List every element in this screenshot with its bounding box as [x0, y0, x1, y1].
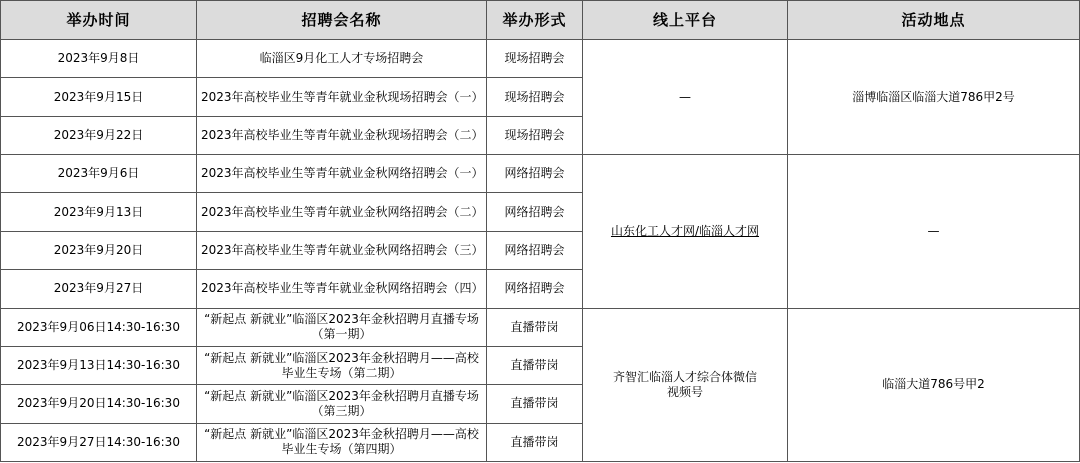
- cell-name: “新起点 新就业”临淄区2023年金秋招聘月直播专场（第三期）: [197, 385, 487, 423]
- cell-name: 2023年高校毕业生等青年就业金秋网络招聘会（一）: [197, 155, 487, 193]
- cell-platform-live: 齐智汇临淄人才综合体微信视频号: [583, 308, 788, 461]
- header-row: [1, 1, 1080, 40]
- cell-name: 临淄区9月化工人才专场招聘会: [197, 40, 487, 78]
- cell-format: 直播带岗: [487, 385, 583, 423]
- cell-time: 2023年9月27日14:30-16:30: [1, 423, 197, 461]
- cell-time: 2023年9月13日14:30-16:30: [1, 346, 197, 384]
- cell-time: 2023年9月6日: [1, 155, 197, 193]
- header-time: 举办时间: [1, 1, 197, 40]
- cell-time: 2023年9月27日: [1, 270, 197, 308]
- cell-name: 2023年高校毕业生等青年就业金秋现场招聘会（一）: [197, 78, 487, 116]
- cell-name: 2023年高校毕业生等青年就业金秋网络招聘会（四）: [197, 270, 487, 308]
- cell-format: 直播带岗: [487, 346, 583, 384]
- platform-online-link[interactable]: 山东化工人才网/临淄人才网: [610, 223, 760, 238]
- cell-time: 2023年9月13日: [1, 193, 197, 231]
- cell-time: 2023年9月15日: [1, 78, 197, 116]
- cell-format: 现场招聘会: [487, 40, 583, 78]
- table-row: [1, 40, 1080, 78]
- cell-format: 直播带岗: [487, 423, 583, 461]
- cell-name: 2023年高校毕业生等青年就业金秋网络招聘会（二）: [197, 193, 487, 231]
- cell-time: 2023年9月8日: [1, 40, 197, 78]
- cell-time: 2023年9月06日14:30-16:30: [1, 308, 197, 346]
- header-name: 招聘会名称: [197, 1, 487, 40]
- cell-location-onsite: 淄博临淄区临淄大道786甲2号: [788, 40, 1080, 155]
- cell-time: 2023年9月20日14:30-16:30: [1, 385, 197, 423]
- cell-format: 现场招聘会: [487, 78, 583, 116]
- cell-format: 网络招聘会: [487, 231, 583, 269]
- cell-format: 网络招聘会: [487, 193, 583, 231]
- cell-format: 网络招聘会: [487, 155, 583, 193]
- table-row: [1, 155, 1080, 193]
- cell-name: 2023年高校毕业生等青年就业金秋现场招聘会（二）: [197, 116, 487, 154]
- cell-format: 直播带岗: [487, 308, 583, 346]
- cell-time: 2023年9月22日: [1, 116, 197, 154]
- cell-format: 网络招聘会: [487, 270, 583, 308]
- cell-location-live: 临淄大道786号甲2: [788, 308, 1080, 461]
- cell-name: 2023年高校毕业生等青年就业金秋网络招聘会（三）: [197, 231, 487, 269]
- cell-name: “新起点 新就业”临淄区2023年金秋招聘月——高校毕业生专场（第四期）: [197, 423, 487, 461]
- cell-location-online: —: [788, 155, 1080, 308]
- table-row: [1, 308, 1080, 346]
- cell-name: “新起点 新就业”临淄区2023年金秋招聘月——高校毕业生专场（第二期）: [197, 346, 487, 384]
- cell-platform-onsite: —: [583, 40, 788, 155]
- cell-time: 2023年9月20日: [1, 231, 197, 269]
- header-platform: 线上平台: [583, 1, 788, 40]
- header-format: 举办形式: [487, 1, 583, 40]
- cell-name: “新起点 新就业”临淄区2023年金秋招聘月直播专场（第一期）: [197, 308, 487, 346]
- header-location: 活动地点: [788, 1, 1080, 40]
- cell-format: 现场招聘会: [487, 116, 583, 154]
- cell-platform-online: [583, 155, 788, 308]
